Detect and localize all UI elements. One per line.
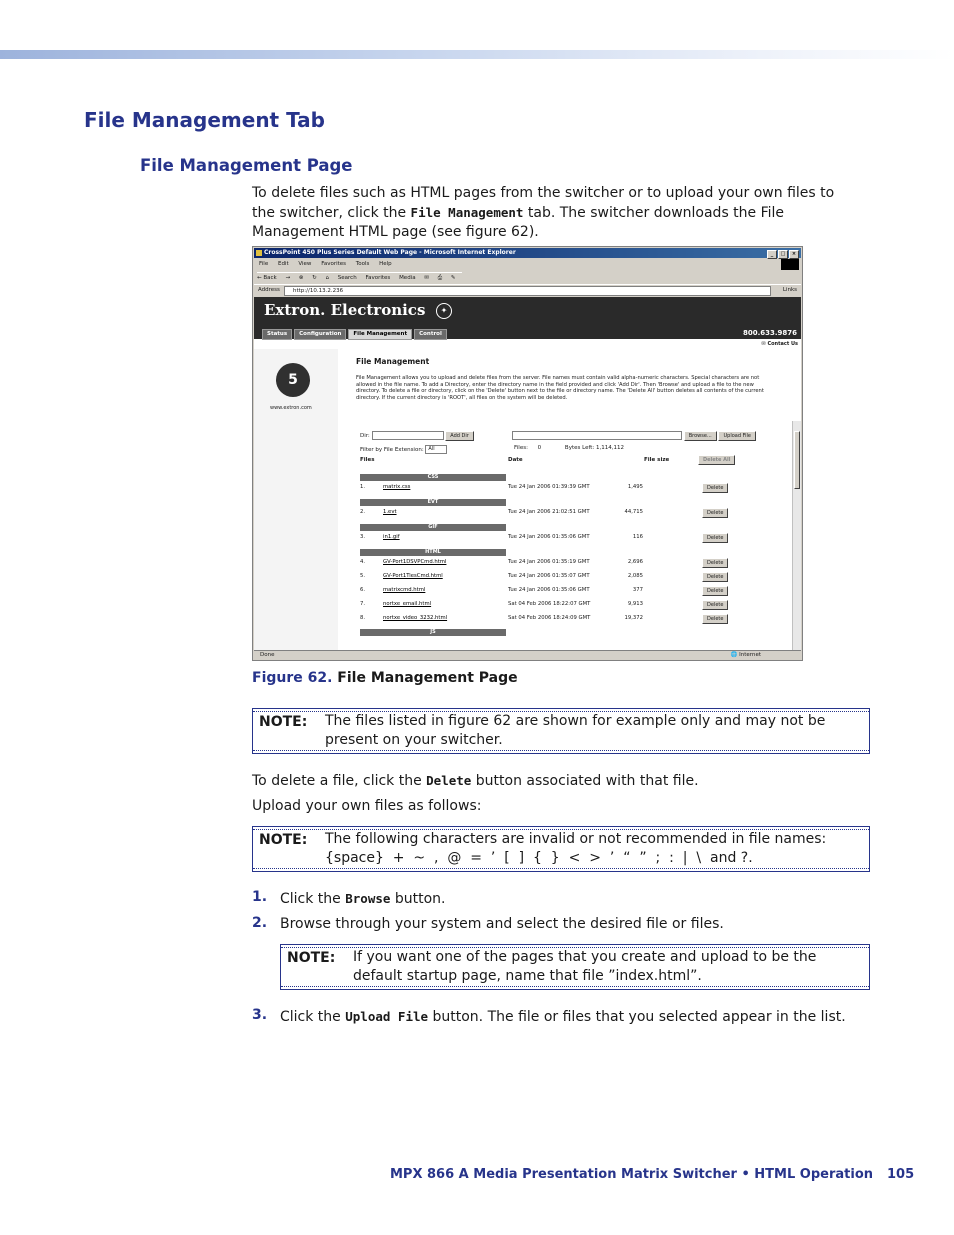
step-3 <box>280 1007 846 1027</box>
status-done: Done <box>260 652 275 658</box>
tab-control[interactable]: Control <box>414 329 447 340</box>
step-text-a: Click the <box>280 1009 346 1025</box>
extron-logo-icon: ✦ <box>436 303 452 319</box>
file-size: 377 <box>632 587 643 593</box>
subsection-title: File Management Page <box>140 156 353 175</box>
media-button[interactable]: Media <box>399 275 416 281</box>
close-icon[interactable]: × <box>789 250 799 259</box>
extron-banner <box>254 297 801 339</box>
tab-status[interactable]: Status <box>262 329 292 340</box>
note-text: If you want one of the pages that you create and upload to be the default startup page, name that file ”index.html”. <box>353 949 817 984</box>
menu-help[interactable]: Help <box>379 261 392 267</box>
filter-select[interactable]: All <box>425 445 447 454</box>
row-num: 4. <box>360 559 366 565</box>
file-size: 9,913 <box>627 601 643 607</box>
home-button[interactable]: ⌂ <box>325 275 330 281</box>
delete-code: Delete <box>426 773 472 788</box>
dir-input[interactable] <box>372 431 444 440</box>
note-line-1: The following characters are invalid or not recommended in file names: <box>325 831 827 847</box>
table-row <box>360 483 773 492</box>
stop-button[interactable]: ⊗ <box>298 275 304 281</box>
status-bar <box>254 650 801 659</box>
upload-file-button[interactable]: Upload File <box>718 431 755 441</box>
file-date: Tue 24 Jan 2006 01:39:39 GMT <box>508 484 590 490</box>
upload-row <box>512 431 756 441</box>
menu-bar <box>259 260 400 269</box>
window-titlebar <box>254 248 801 258</box>
note-box-2 <box>252 826 870 872</box>
toolbar <box>257 272 462 283</box>
row-num: 7. <box>360 601 366 607</box>
file-date: Tue 24 Jan 2006 01:35:07 GMT <box>508 573 590 579</box>
file-date: Tue 24 Jan 2006 21:02:51 GMT <box>508 509 590 515</box>
note-label: NOTE: <box>259 714 308 730</box>
delete-button[interactable]: Delete <box>702 483 728 493</box>
file-date: Sat 04 Feb 2006 18:24:09 GMT <box>508 615 591 621</box>
file-link[interactable]: nortxe_email.html <box>383 601 432 607</box>
links-button[interactable]: Links <box>782 287 797 293</box>
step-number: 3. <box>252 1007 268 1023</box>
row-num: 5. <box>360 573 366 579</box>
delete-all-button[interactable]: Delete All <box>698 455 735 465</box>
back-button[interactable]: ← Back <box>257 275 277 281</box>
windows-logo-icon <box>781 259 799 270</box>
file-size: 2,696 <box>627 559 643 565</box>
edit-button[interactable]: ✎ <box>450 275 456 281</box>
extron-brand: Extron. Electronics <box>264 301 426 319</box>
col-file-size: File size <box>644 457 670 463</box>
menu-file[interactable]: File <box>259 261 269 267</box>
filter-label: Filter by File Extension: <box>360 447 424 453</box>
note-text: The files listed in figure 62 are shown for example only and may not be present on your switcher. <box>325 713 826 748</box>
dir-label: Dir: <box>360 433 370 439</box>
files-count-label: Files: <box>514 445 528 451</box>
row-num: 1. <box>360 484 366 490</box>
page-number: 105 <box>887 1167 915 1182</box>
step-code: Upload File <box>345 1009 429 1024</box>
delete-text-b: button associated with that file. <box>471 773 699 789</box>
browse-button[interactable]: Browse... <box>684 431 717 441</box>
panel-title: File Management <box>356 357 430 366</box>
row-num: 3. <box>360 534 366 540</box>
menu-tools[interactable]: Tools <box>355 261 370 267</box>
files-count-row <box>514 445 624 451</box>
bytes-left: Bytes Left: 1,114,112 <box>564 445 625 451</box>
row-num: 6. <box>360 587 366 593</box>
forward-button[interactable]: → <box>285 275 291 281</box>
table-row <box>360 614 773 623</box>
footer-title: MPX 866 A Media Presentation Matrix Switcher • HTML Operation <box>390 1167 874 1182</box>
step-text-b: button. The file or files that you selected appear in the list. <box>428 1009 846 1025</box>
page-tabs <box>262 329 449 338</box>
files-count-value: 0 <box>537 445 542 451</box>
col-date: Date <box>508 457 523 463</box>
delete-text-a: To delete a file, click the <box>252 773 427 789</box>
step-number: 2. <box>252 915 268 931</box>
delete-button[interactable]: Delete <box>702 572 728 582</box>
file-link[interactable]: GV-Port1TiesCmd.html <box>383 573 443 579</box>
print-button[interactable]: ⎙ <box>437 275 443 281</box>
category-html: HTML <box>360 549 506 556</box>
note-box-3 <box>280 944 870 990</box>
section-title: File Management Tab <box>84 108 325 132</box>
tab-configuration[interactable]: Configuration <box>294 329 346 340</box>
figure-number: Figure 62. <box>252 670 333 686</box>
dir-row <box>360 431 474 441</box>
row-num: 2. <box>360 509 366 515</box>
file-link[interactable]: in1.gif <box>383 534 400 540</box>
search-button[interactable]: Search <box>337 275 357 281</box>
browser-screenshot <box>252 246 803 661</box>
file-date: Sat 04 Feb 2006 18:22:07 GMT <box>508 601 591 607</box>
note-label: NOTE: <box>259 832 308 848</box>
note-label: NOTE: <box>287 950 336 966</box>
file-date: Tue 24 Jan 2006 01:35:19 GMT <box>508 559 590 565</box>
maximize-icon[interactable]: □ <box>778 250 788 259</box>
delete-paragraph <box>252 771 699 791</box>
step-2 <box>280 915 724 934</box>
page-scrollbar[interactable] <box>792 421 801 650</box>
address-input[interactable]: http://10.13.2.236 <box>284 286 771 296</box>
step-code: Browse <box>345 891 391 906</box>
intro-text-b: tab. The switcher downloads the File Management HTML page (see figure 62). <box>252 205 785 240</box>
contact-label: Contact Us <box>767 341 798 347</box>
panel-description: File Management allows you to upload and delete files from the server. File names must contain valid alpha-numeric characters. Special characters are not allowed in the file name. To add a Directory, enter the directory name in the field provided and click 'Add Dir'. Then 'Browse' and upload a file to the new directory. To delete a file or directory, click on the 'Delete' button next to the file or directory name. The 'Delete All' button deletes all contents of the current directory. If the current directory is 'ROOT', all files on the system will be deleted. <box>356 375 764 401</box>
file-date: Tue 24 Jan 2006 01:35:06 GMT <box>508 587 590 593</box>
minimize-icon[interactable]: _ <box>767 250 777 259</box>
page-footer <box>390 1167 914 1182</box>
step-number: 1. <box>252 889 268 905</box>
step-text-b: button. <box>390 891 446 907</box>
menu-favorites[interactable]: Favorites <box>321 261 347 267</box>
file-size: 2,085 <box>627 573 643 579</box>
step-1 <box>280 889 445 909</box>
favorites-button[interactable]: Favorites <box>365 275 391 281</box>
menu-view[interactable]: View <box>298 261 312 267</box>
file-link[interactable]: GV-Port1DSVPCmd.html <box>383 559 447 565</box>
table-row <box>360 533 773 542</box>
extron-seal-icon: 5 <box>276 363 310 397</box>
table-row <box>360 572 773 581</box>
file-size: 1,495 <box>627 484 643 490</box>
delete-button[interactable]: Delete <box>702 600 728 610</box>
mail-button[interactable]: ✉ <box>424 275 429 281</box>
step-text-a: Browse through your system and select the desired file or files. <box>280 916 724 932</box>
delete-button[interactable]: Delete <box>702 508 728 518</box>
note-line-2: {space} + ~ , @ = ’ [ ] { } < > ’ “ ” ; : | \ and ?. <box>325 850 753 866</box>
intro-code: File Management <box>410 205 524 220</box>
row-num: 8. <box>360 615 366 621</box>
table-row <box>360 558 773 567</box>
file-link[interactable]: matrix.css <box>383 484 411 490</box>
delete-button[interactable]: Delete <box>702 558 728 568</box>
figure-title: File Management Page <box>332 670 518 686</box>
add-dir-button[interactable]: Add Dir <box>445 431 474 441</box>
left-panel <box>254 349 338 650</box>
window-title: CrossPoint 450 Plus Series Default Web Page - Microsoft Internet Explorer <box>264 249 516 256</box>
window-controls <box>766 249 799 259</box>
note-box-1 <box>252 708 870 754</box>
web-page <box>254 297 801 650</box>
upload-file-input[interactable] <box>512 431 682 440</box>
file-date: Tue 24 Jan 2006 01:35:06 GMT <box>508 534 590 540</box>
delete-button[interactable]: Delete <box>702 614 728 624</box>
category-js: JS <box>360 629 506 636</box>
intro-paragraph <box>252 184 857 242</box>
refresh-button[interactable]: ↻ <box>312 275 317 281</box>
table-row <box>360 586 773 595</box>
scrollbar-thumb[interactable] <box>794 431 800 489</box>
table-row <box>360 508 773 517</box>
category-gif: GIF <box>360 524 506 531</box>
delete-button[interactable]: Delete <box>702 533 728 543</box>
file-link[interactable]: matrixcmd.html <box>383 587 426 593</box>
phone-number: 800.633.9876 <box>742 329 797 337</box>
step-text-a: Click the <box>280 891 346 907</box>
file-management-panel <box>340 349 793 650</box>
address-bar <box>254 284 801 296</box>
menu-edit[interactable]: Edit <box>277 261 289 267</box>
top-gradient-bar <box>0 50 954 59</box>
file-size: 19,372 <box>624 615 643 621</box>
file-size: 44,715 <box>624 509 643 515</box>
col-files: Files <box>360 457 375 463</box>
www-link[interactable]: www.extron.com <box>270 405 312 411</box>
file-link[interactable]: 1.evt <box>383 509 397 515</box>
figure-caption <box>252 670 518 686</box>
delete-button[interactable]: Delete <box>702 586 728 596</box>
address-label: Address <box>258 287 280 293</box>
filter-row <box>360 445 447 454</box>
status-zone-label: Internet <box>739 652 761 658</box>
file-size: 116 <box>632 534 643 540</box>
file-link[interactable]: nortxe_video_3232.html <box>383 615 448 621</box>
ie-icon <box>256 250 262 256</box>
intro-text-a: To delete files such as HTML pages from the switcher or to upload your own files to the switcher, click the <box>252 185 835 221</box>
status-zone: 🌐 Internet <box>730 652 761 658</box>
contact-us-link[interactable]: ✉ Contact Us <box>761 341 798 347</box>
upload-paragraph: Upload your own files as follows: <box>252 798 482 814</box>
tab-file-management[interactable]: File Management <box>348 329 412 340</box>
category-css: CSS <box>360 474 506 481</box>
table-row <box>360 600 773 609</box>
category-evt: EVT <box>360 499 506 506</box>
